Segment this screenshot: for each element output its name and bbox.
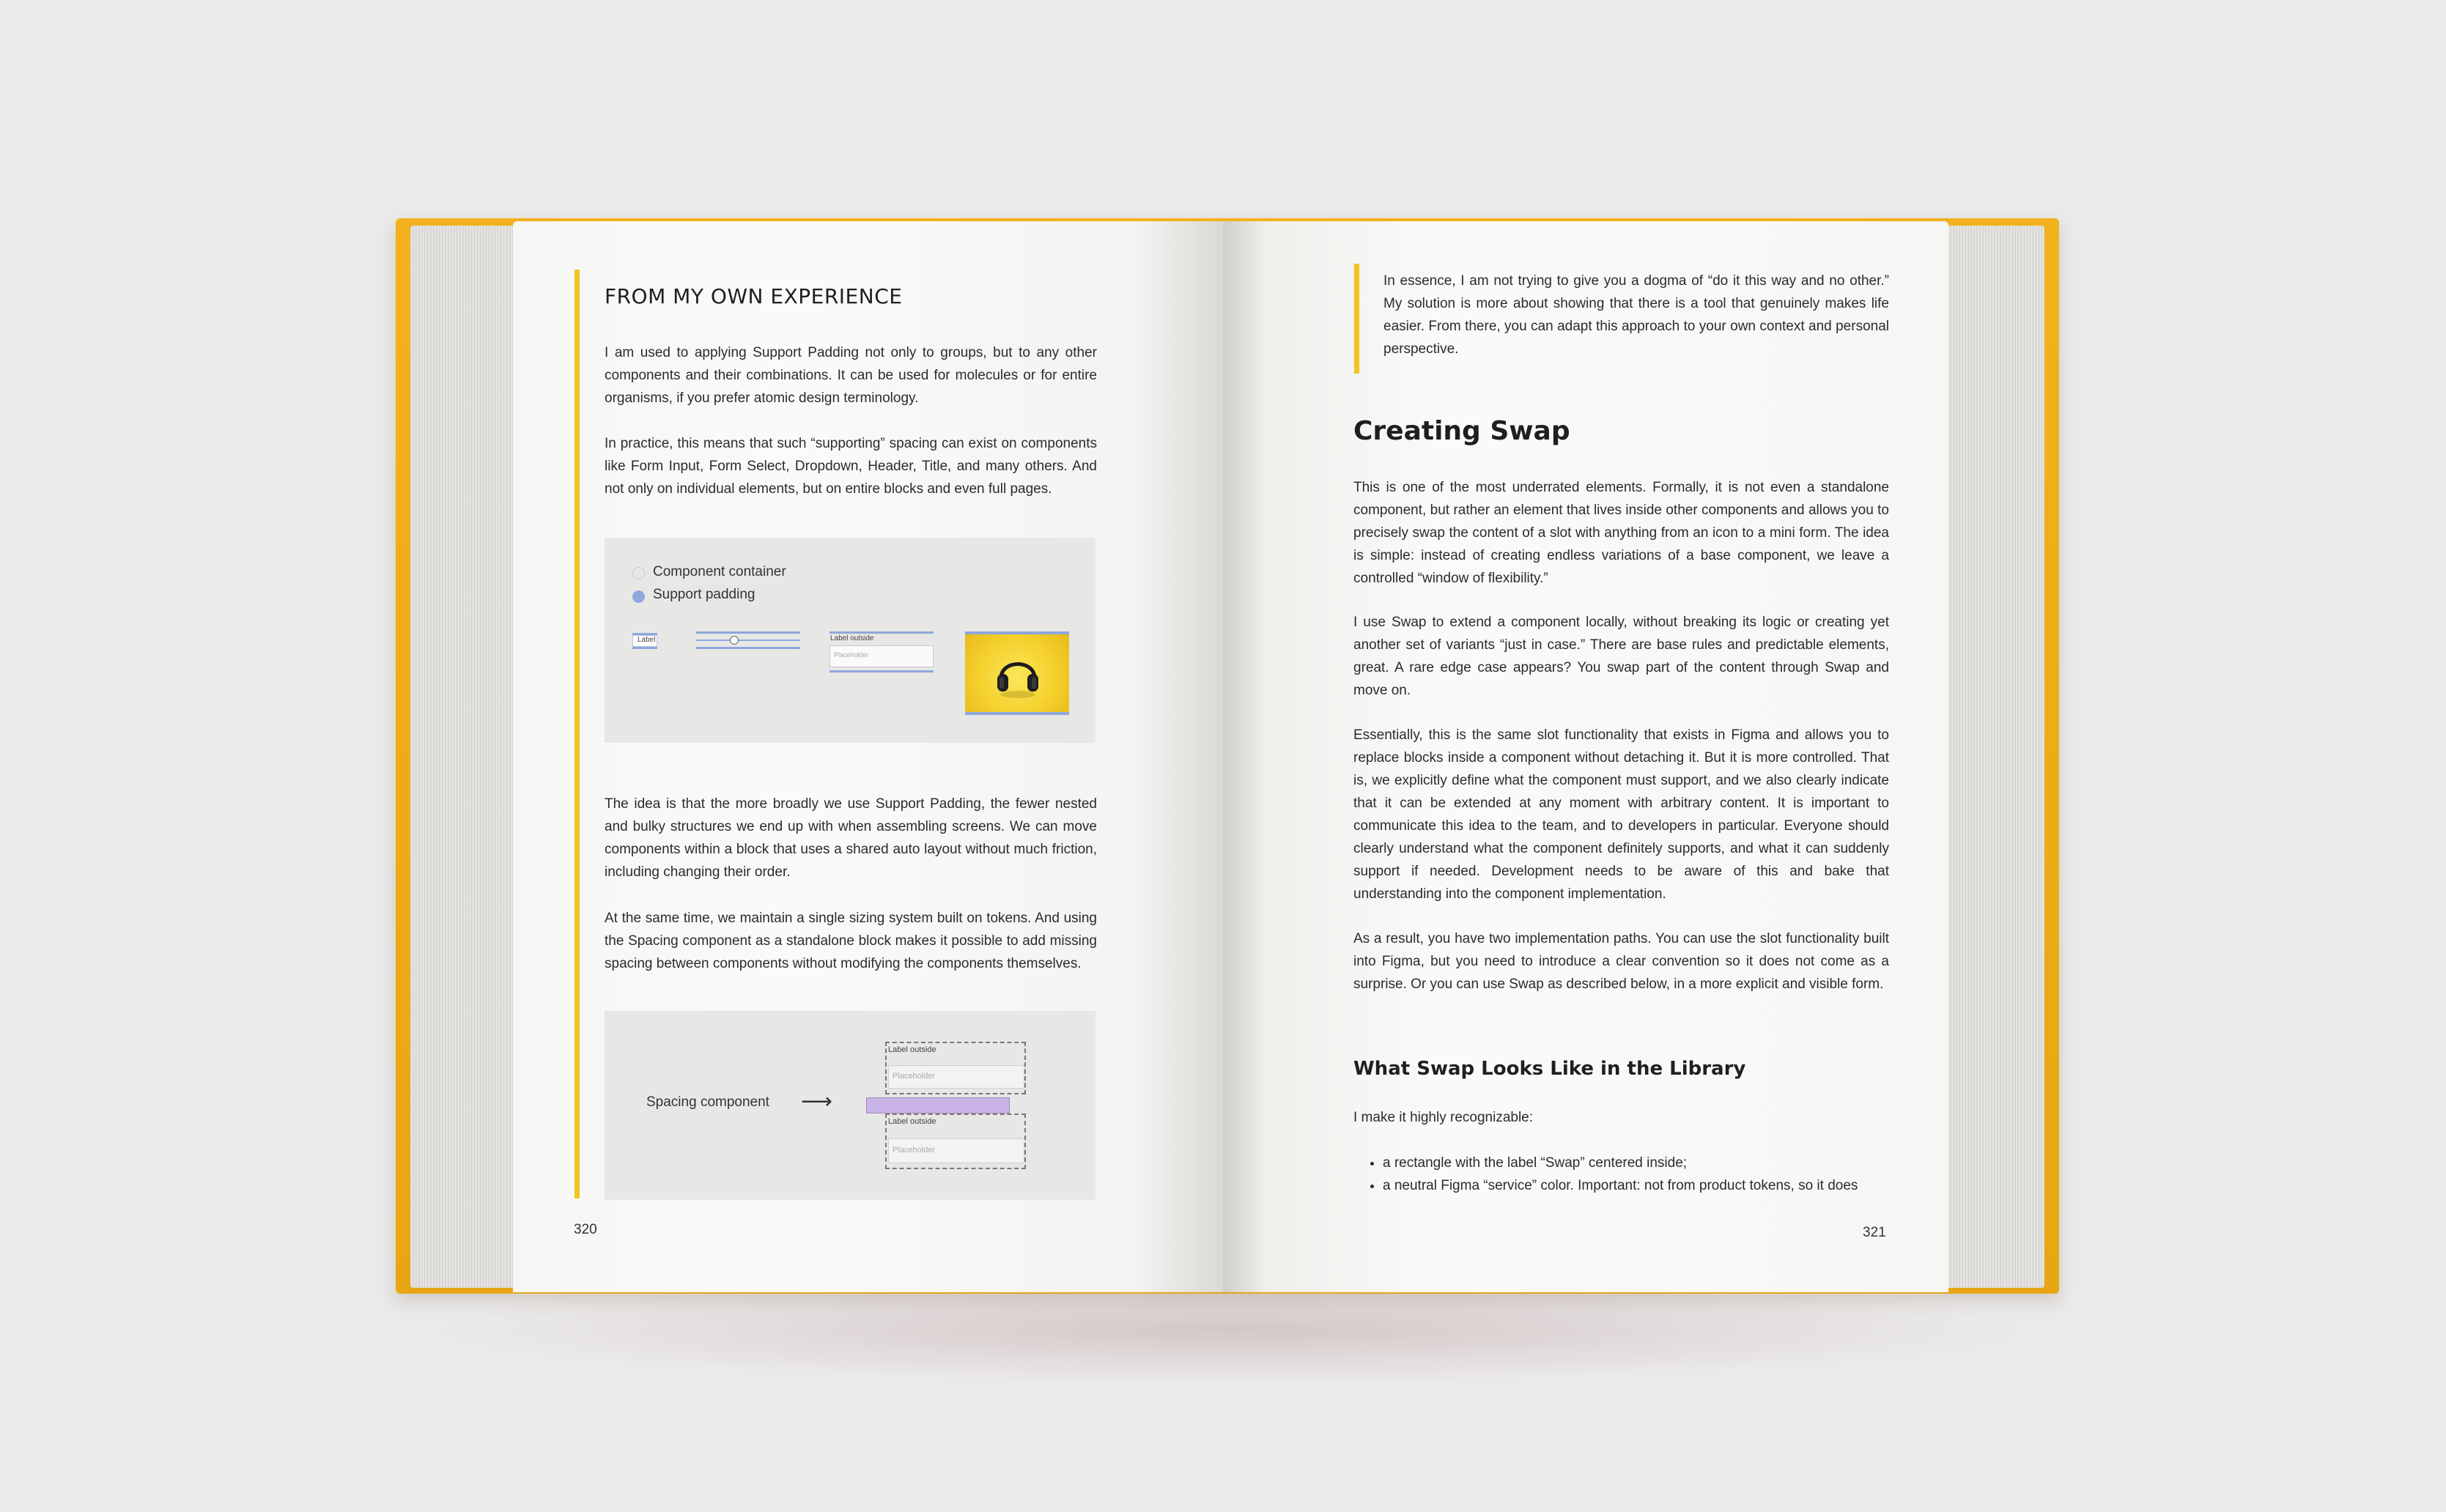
label-chip	[632, 635, 657, 647]
accent-sidebar	[574, 270, 580, 1198]
product-image	[965, 634, 1069, 712]
placeholder-text: Placeholder	[893, 1146, 936, 1155]
paragraph: In practice, this means that such “supporting” spacing can exist on components like Form Input, Form Select, Dropdown, Header, Title, and many others. And not only on individual elements, but on entire blocks and even full pages.	[605, 436, 1097, 497]
input-component-top	[885, 1042, 1026, 1094]
support-padding-top	[696, 631, 800, 634]
spacing-component-figure	[605, 1011, 1095, 1200]
input-component-bottom	[885, 1113, 1026, 1169]
experience-heading: FROM MY OWN EXPERIENCE	[605, 284, 903, 308]
component-container-swatch	[632, 567, 645, 579]
intro-text: I make it highly recognizable:	[1353, 1110, 1534, 1125]
subsection-title: What Swap Looks Like in the Library	[1353, 1058, 1746, 1080]
support-padding-bottom	[830, 670, 934, 672]
support-padding-bottom	[696, 647, 800, 649]
image-sample	[965, 631, 1069, 716]
input-box	[888, 1138, 1024, 1163]
support-padding-swatch	[632, 590, 645, 603]
quote-accent-bar	[1354, 264, 1359, 374]
paragraph: The idea is that the more broadly we use Support Padding, the fewer nested and bulky structures we end up with when assembling screens. We can move components within a block that uses a shared auto layout without much friction, including changing their order.	[605, 796, 1097, 880]
bullet-list	[1353, 1152, 1889, 1197]
right-page	[1223, 221, 1948, 1292]
spacing-component-label: Spacing component	[646, 1094, 769, 1110]
page-edges-right	[1942, 226, 2044, 1288]
paragraph: This is one of the most underrated elements. Formally, it is not even a standalone component, but rather an element that lives inside other components and allows you to precisely swap the content of a slot with anything from an icon to a mini form. The idea is simple: instead of creating endless variations of a base component, we leave a controlled “window of flexibility.”	[1353, 480, 1889, 586]
support-padding-bottom	[965, 712, 1069, 715]
legend-label: Component container	[653, 564, 786, 579]
label-text: Label	[638, 636, 656, 644]
page-number: 320	[574, 1222, 597, 1237]
support-padding-figure	[605, 538, 1095, 743]
paragraph: I am used to applying Support Padding not only to groups, but to any other components and their combinations. It can be used for molecules or for entire organisms, if you prefer atomic design terminology.	[605, 345, 1097, 406]
input-box	[888, 1065, 1024, 1089]
paragraph: At the same time, we maintain a single sizing system built on tokens. And using the Spacing component as a standalone block makes it possible to add missing spacing between components without modifying the components themselves.	[605, 911, 1097, 971]
quote-text: In essence, I am not trying to give you a dogma of “do it this way and no other.” My solution is more about showing that there is a tool that genuinely makes life easier. From there, you can adapt this approach to your own context and personal perspective.	[1383, 273, 1889, 357]
support-padding-top	[830, 631, 934, 634]
page-edges-left	[410, 226, 513, 1288]
support-padding-bottom	[632, 647, 657, 649]
arrow-right-icon: ⟶	[801, 1089, 833, 1113]
placeholder-text: Placeholder	[893, 1072, 936, 1081]
slider-track	[696, 640, 800, 641]
field-label: Label outside	[888, 1117, 936, 1126]
legend-label: Support padding	[653, 587, 755, 602]
page-number: 321	[1863, 1225, 1886, 1240]
spacing-block	[866, 1097, 1010, 1113]
headphones-icon	[995, 649, 1041, 700]
paragraph: As a result, you have two implementation paths. You can use the slot functionality built into Figma, but you need to introduce a clear convention so it does not come as a surprise. Or you can use Swap as described below, in a more explicit and visible form.	[1353, 931, 1889, 992]
list-item: • a rectangle with the label “Swap” centered inside;	[1383, 1152, 1889, 1174]
placeholder-text: Placeholder	[834, 651, 869, 659]
paragraph: Essentially, this is the same slot functionality that exists in Figma and allows you to replace blocks inside a component without detaching it. But it is more controlled. That is, we explicitly define what the component must support, and we also clearly indicate that it can be extended at any moment with arbitrary content. It is important to communicate this idea to the team, and to developers in particular. Everyone should clearly understand what the component definitely supports, and what it can suddenly support if needed. Development needs to be aware of this and bake that understanding into the component implementation.	[1353, 727, 1889, 902]
left-page	[513, 221, 1223, 1292]
list-item: • a neutral Figma “service” color. Important: not from product tokens, so it does	[1383, 1174, 1889, 1197]
input-sample	[830, 631, 934, 672]
section-title: Creating Swap	[1353, 416, 1570, 446]
field-label: Label outside	[888, 1045, 936, 1054]
label-sample	[632, 633, 657, 649]
slider-sample	[696, 631, 800, 649]
field-label: Label outside	[830, 634, 874, 642]
paragraph: I use Swap to extend a component locally, without breaking its logic or creating yet another set of variants “just in case.” There are base rules and predictable elements, great. A rare edge case appears? You swap part of the content through Swap and move on.	[1353, 615, 1889, 698]
input-box	[830, 645, 934, 667]
slider-thumb-icon	[730, 636, 739, 645]
